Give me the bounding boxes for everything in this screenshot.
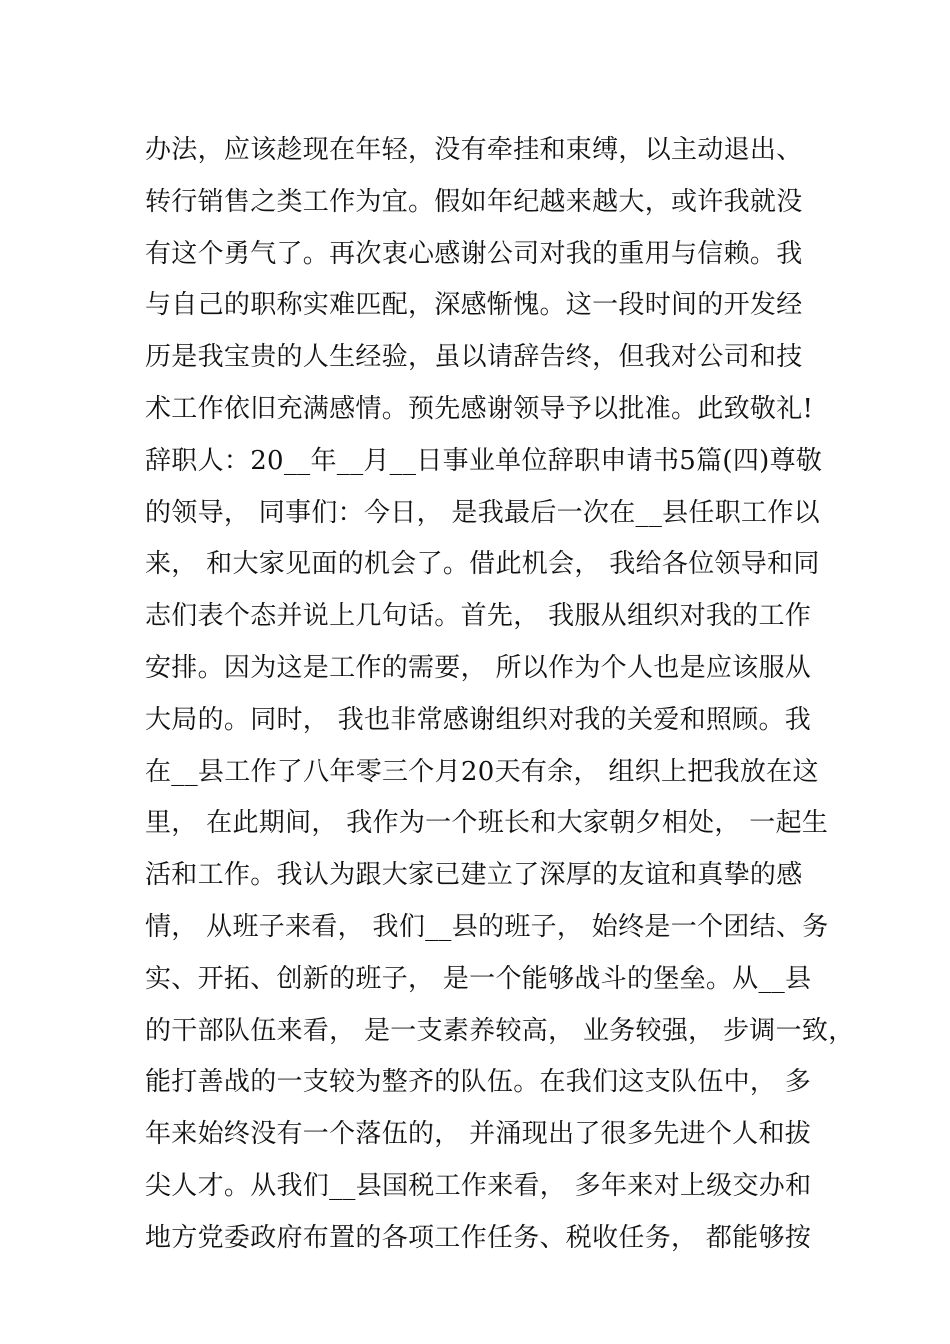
text-line: 大局的。同时， 我也非常感谢组织对我的关爱和照顾。我 bbox=[145, 704, 812, 735]
text-line: 有这个勇气了。再次衷心感谢公司对我的重用与信赖。我 bbox=[145, 238, 803, 269]
text-line: 志们表个态并说上几句话。首先， 我服从组织对我的工作 bbox=[145, 601, 812, 632]
text-line: 能打善战的一支较为整齐的队伍。在我们这支队伍中， 多 bbox=[145, 1067, 812, 1098]
text-line: 地方党委政府布置的各项工作任务、税收任务， 都能够按 bbox=[145, 1222, 812, 1253]
text-line: 安排。因为这是工作的需要， 所以作为个人也是应该服从 bbox=[145, 652, 812, 683]
body-text bbox=[145, 125, 855, 1265]
text-line: 活和工作。我认为跟大家已建立了深厚的友谊和真挚的感 bbox=[145, 860, 803, 891]
text-line: 尖人才。从我们__县国税工作来看， 多年来对上级交办和 bbox=[145, 1170, 812, 1201]
text-line: 情， 从班子来看， 我们__县的班子， 始终是一个团结、务 bbox=[145, 911, 829, 942]
text-line: 辞职人：20__年__月__日事业单位辞职申请书5篇(四)尊敬 bbox=[145, 445, 823, 476]
text-line: 来， 和大家见面的机会了。借此机会， 我给各位领导和同 bbox=[145, 549, 820, 580]
text-line: 年来始终没有一个落伍的， 并涌现出了很多先进个人和拔 bbox=[145, 1119, 812, 1150]
text-line: 办法，应该趁现在年轻，没有牵挂和束缚，以主动退出、 bbox=[145, 135, 803, 165]
text-line: 与自己的职称实难匹配，深感惭愧。这一段时间的开发经 bbox=[145, 290, 803, 321]
text-line: 的干部队伍来看， 是一支素养较高， 业务较强， 步调一致， bbox=[145, 1015, 855, 1046]
text-line: 实、开拓、创新的班子， 是一个能够战斗的堡垒。从__县 bbox=[145, 963, 812, 994]
text-line: 历是我宝贵的人生经验，虽以请辞告终，但我对公司和技 bbox=[145, 342, 803, 373]
text-line: 术工作依旧充满感情。预先感谢领导予以批准。此致敬礼! bbox=[145, 393, 814, 424]
text-line: 的领导， 同事们：今日， 是我最后一次在__县任职工作以 bbox=[145, 497, 820, 528]
text-line: 里， 在此期间， 我作为一个班长和大家朝夕相处， 一起生 bbox=[145, 808, 829, 839]
text-line: 转行销售之类工作为宜。假如年纪越来越大，或许我就没 bbox=[145, 186, 803, 217]
text-line: 在__县工作了八年零三个月20天有余， 组织上把我放在这 bbox=[145, 756, 819, 787]
